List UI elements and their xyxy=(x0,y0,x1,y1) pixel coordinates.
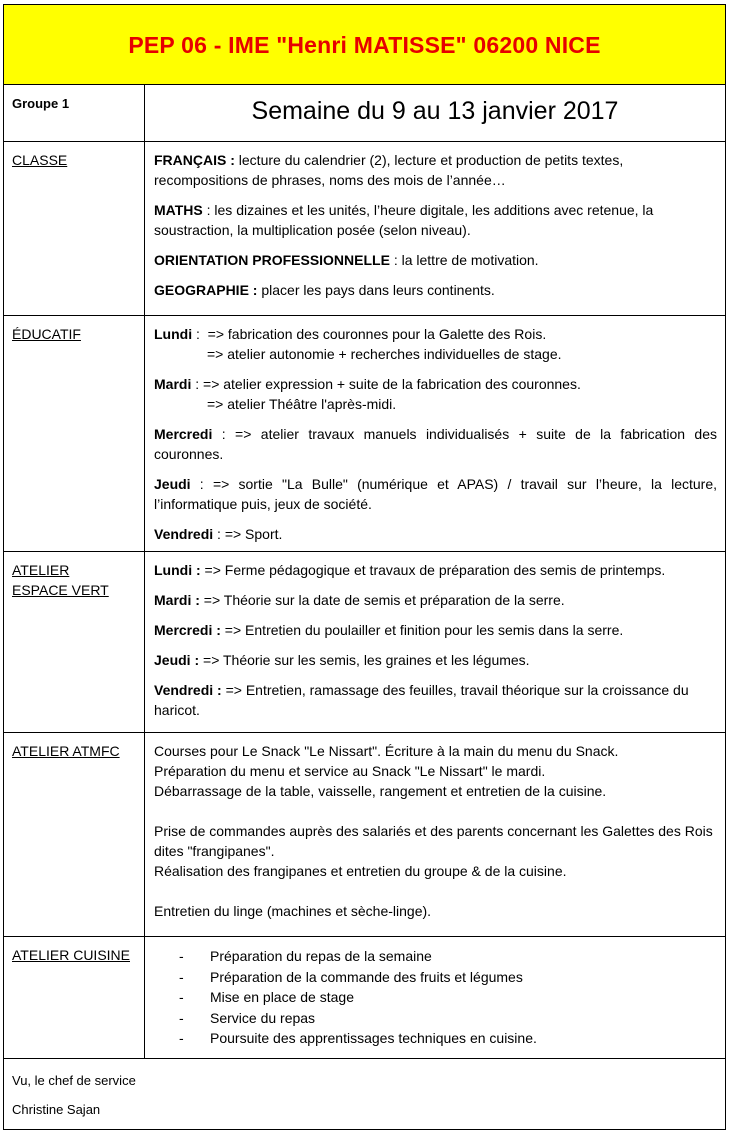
espace-vert-day-lundi: Lundi : => Ferme pédagogique et travaux de préparation des semis de printemps. xyxy=(154,562,666,578)
header-band xyxy=(4,5,725,85)
list-item: - Préparation du repas de la semaine xyxy=(179,946,725,967)
classe-item-orientation: ORIENTATION PROFESSIONNELLE : la lettre de motivation. xyxy=(154,252,539,268)
educatif-day-vendredi: Vendredi : => Sport. xyxy=(154,526,283,542)
list-item: - Poursuite des apprentissages techniques en cuisine. xyxy=(179,1028,725,1049)
educatif-label: ÉDUCATIF xyxy=(12,326,81,342)
educatif-day-mercredi: Mercredi : => atelier travaux manuels individualisés + suite de la fabrication des couronnes. xyxy=(154,426,717,462)
page-title: PEP 06 - IME "Henri MATISSE" 06200 NICE xyxy=(128,32,601,58)
week-title: Semaine du 9 au 13 janvier 2017 xyxy=(251,97,619,125)
atmfc-label: ATELIER ATMFC xyxy=(12,743,120,759)
list-item: - Préparation de la commande des fruits et légumes xyxy=(179,967,725,988)
section-classe xyxy=(4,142,725,316)
classe-item-maths: MATHS : les dizaines et les unités, l’heure digitale, les additions avec retenue, la soustraction, la multiplication posée (selon niveau). xyxy=(154,202,654,238)
classe-item-geographie: GEOGRAPHIE : placer les pays dans leurs continents. xyxy=(154,282,495,298)
section-espace-vert xyxy=(4,552,725,733)
list-item: - Mise en place de stage xyxy=(179,987,725,1008)
educatif-day-mardi: Mardi : => atelier expression + suite de la fabrication des couronnes. => atelier Théâtre l'après-midi. xyxy=(154,376,581,412)
espace-vert-content xyxy=(145,552,725,720)
section-educatif xyxy=(4,316,725,552)
classe-label: CLASSE xyxy=(12,152,68,168)
section-atmfc xyxy=(4,733,725,937)
cuisine-list xyxy=(145,937,725,1049)
espace-vert-day-mercredi: Mercredi : => Entretien du poulailler et finition pour les semis dans la serre. xyxy=(154,622,624,638)
week-row xyxy=(4,85,725,142)
classe-content xyxy=(145,142,725,300)
educatif-content xyxy=(145,316,725,544)
group-label: Groupe 1 xyxy=(12,96,70,111)
educatif-day-jeudi: Jeudi : => sortie "La Bulle" (numérique et APAS) / travail sur l’heure, la lecture, l’informatique puis, jeux de société. xyxy=(154,476,717,512)
section-cuisine xyxy=(4,937,725,1059)
espace-vert-day-jeudi: Jeudi : => Théorie sur les semis, les graines et les légumes. xyxy=(154,652,530,668)
espace-vert-day-vendredi: Vendredi : => Entretien, ramassage des feuilles, travail théorique sur la croissance du haricot. xyxy=(154,682,689,718)
footer-signature: Christine Sajan xyxy=(12,1102,101,1117)
atmfc-para-2: Prise de commandes auprès des salariés et des parents concernant les Galettes des Rois dites "frangipanes". Réalisation des frangipanes et entretien du groupe & de la cuisine. xyxy=(154,823,713,879)
footer-line-1: Vu, le chef de service xyxy=(12,1073,136,1088)
espace-vert-day-mardi: Mardi : => Théorie sur la date de semis et préparation de la serre. xyxy=(154,592,565,608)
atmfc-para-3: Entretien du linge (machines et sèche-linge). xyxy=(154,903,432,919)
classe-item-francais: FRANÇAIS : lecture du calendrier (2), lecture et production de petits textes, recompositions de phrases, noms des mois de l’année… xyxy=(154,152,624,188)
espace-vert-label-1: ATELIER xyxy=(12,562,70,578)
atmfc-content xyxy=(145,733,725,921)
espace-vert-label-2: ESPACE VERT xyxy=(12,582,109,598)
list-item: - Service du repas xyxy=(179,1008,725,1029)
weekly-schedule xyxy=(3,4,726,1130)
cuisine-label: ATELIER CUISINE xyxy=(12,947,130,963)
atmfc-para-1: Courses pour Le Snack "Le Nissart". Écriture à la main du menu du Snack. Préparation du menu et service au Snack "Le Nissart" le mardi. Débarrassage de la table, vaisselle, rangement et entretien de la cuisine. xyxy=(154,743,619,799)
educatif-day-lundi: Lundi : => fabrication des couronnes pour la Galette des Rois. => atelier autonomie + recherches individuelles de stage. xyxy=(154,326,562,362)
